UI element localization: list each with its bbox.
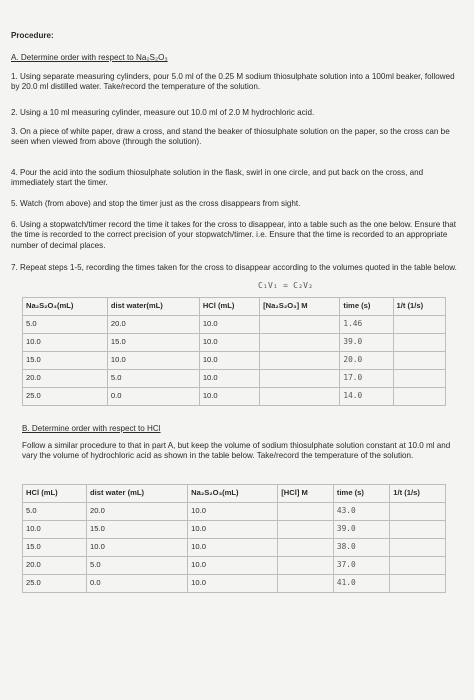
table-header-cell: dist water (mL)	[87, 485, 188, 503]
table-cell: 10.0	[188, 575, 278, 593]
table-header-cell: time (s)	[333, 485, 389, 503]
part-b-heading: B. Determine order with respect to HCl	[22, 424, 161, 433]
handwritten-time-cell: 37.0	[333, 557, 389, 575]
table-header-cell: 1/t (1/s)	[390, 485, 446, 503]
table-cell	[278, 557, 334, 575]
table-cell: 5.0	[23, 503, 87, 521]
part-b-text: Follow a similar procedure to that in part A, but keep the volume of sodium thiosulphate solution constant at 10.0 ml and vary the volume of hydrochloric acid as shown in the table below. Take/record the temperature of the solution.	[22, 441, 451, 461]
handwritten-time-cell: 38.0	[333, 539, 389, 557]
table-cell	[278, 503, 334, 521]
table-cell	[260, 388, 340, 406]
table-cell	[390, 575, 446, 593]
table-cell: 10.0	[188, 503, 278, 521]
table-row	[23, 575, 446, 593]
table-cell	[260, 370, 340, 388]
table-cell	[390, 503, 446, 521]
table-header-cell: time (s)	[340, 298, 393, 316]
table-header-cell: Na₂S₂O₃(mL)	[23, 298, 108, 316]
table-header-cell: [Na₂S₂O₃] M	[260, 298, 340, 316]
table-cell	[393, 352, 445, 370]
part-a-heading: A. Determine order with respect to Na₂S₂O₃	[11, 53, 168, 62]
table-cell: 25.0	[23, 575, 87, 593]
step-5: 5. Watch (from above) and stop the timer just as the cross disappears from sight.	[11, 199, 301, 208]
handwritten-time-cell: 20.0	[340, 352, 393, 370]
table-cell	[260, 316, 340, 334]
handwritten-time-cell: 39.0	[340, 334, 393, 352]
table-header-cell: 1/t (1/s)	[393, 298, 445, 316]
table-row	[23, 503, 446, 521]
table-row	[23, 557, 446, 575]
table-cell: 5.0	[87, 557, 188, 575]
handwritten-time-cell: 43.0	[333, 503, 389, 521]
table-cell: 10.0	[23, 334, 108, 352]
table-header-cell: Na₂S₂O₃(mL)	[188, 485, 278, 503]
table-cell	[278, 575, 334, 593]
table-cell: 5.0	[107, 370, 199, 388]
table-header-cell: HCl (mL)	[199, 298, 259, 316]
table-cell	[393, 334, 445, 352]
table-cell: 10.0	[199, 352, 259, 370]
table-cell: 10.0	[199, 370, 259, 388]
table-cell	[390, 521, 446, 539]
table-cell: 20.0	[23, 370, 108, 388]
table-cell: 0.0	[107, 388, 199, 406]
step-2: 2. Using a 10 ml measuring cylinder, measure out 10.0 ml of 2.0 M hydrochloric acid.	[11, 108, 315, 117]
table-row	[23, 388, 446, 406]
table-part-b	[22, 484, 446, 593]
table-row	[23, 352, 446, 370]
table-row	[23, 316, 446, 334]
step-3: 3. On a piece of white paper, draw a cross, and stand the beaker of thiosulphate solution on the paper, so the cross can be seen when viewed from above (through the solution).	[11, 127, 450, 147]
table-row	[23, 370, 446, 388]
table-cell: 25.0	[23, 388, 108, 406]
table-cell	[260, 352, 340, 370]
table-header-cell: HCl (mL)	[23, 485, 87, 503]
handwritten-time-cell: 41.0	[333, 575, 389, 593]
table-header-cell: dist water(mL)	[107, 298, 199, 316]
table-cell: 20.0	[87, 503, 188, 521]
table-cell: 15.0	[107, 334, 199, 352]
table-cell: 10.0	[188, 557, 278, 575]
table-cell: 15.0	[23, 539, 87, 557]
table-row	[23, 334, 446, 352]
table-cell: 10.0	[188, 521, 278, 539]
table-cell	[278, 539, 334, 557]
table-cell	[393, 370, 445, 388]
table-header-cell: [HCl] M	[278, 485, 334, 503]
handwritten-time-cell: 1.46	[340, 316, 393, 334]
step-6: 6. Using a stopwatch/timer record the time it takes for the cross to disappear, into a table such as the one below. Ensure that the time is recorded to the correct precision of your stopwatch/timer. i.e. Ensure that the time is recorded to an appropriate number of decimal places.	[11, 220, 456, 250]
table-row	[23, 521, 446, 539]
table-cell: 0.0	[87, 575, 188, 593]
table-cell	[390, 557, 446, 575]
table-cell	[278, 521, 334, 539]
table-cell: 10.0	[188, 539, 278, 557]
table-cell: 15.0	[23, 352, 108, 370]
table-cell: 10.0	[199, 334, 259, 352]
handwritten-dilution-formula: C₁V₁ = C₂V₂	[258, 281, 314, 290]
table-cell: 10.0	[199, 388, 259, 406]
table-cell: 10.0	[107, 352, 199, 370]
table-cell	[393, 316, 445, 334]
table-cell: 15.0	[87, 521, 188, 539]
table-cell: 20.0	[107, 316, 199, 334]
step-1: 1. Using separate measuring cylinders, pour 5.0 ml of the 0.25 M sodium thiosulphate solution into a 100ml beaker, followed by 20.0 ml distilled water. Take/record the temperature of the solution.	[11, 72, 455, 92]
handwritten-time-cell: 39.0	[333, 521, 389, 539]
step-7: 7. Repeat steps 1-5, recording the times taken for the cross to disappear according to the volumes quoted in the table below.	[11, 263, 457, 272]
table-cell: 10.0	[199, 316, 259, 334]
handwritten-time-cell: 14.0	[340, 388, 393, 406]
table-cell: 20.0	[23, 557, 87, 575]
table-row	[23, 539, 446, 557]
table-cell	[393, 388, 445, 406]
step-4: 4. Pour the acid into the sodium thiosulphate solution in the flask, swirl in one circle, and put back on the cross, and immediately start the timer.	[11, 168, 424, 188]
table-cell: 10.0	[87, 539, 188, 557]
table-part-a	[22, 297, 446, 406]
table-cell	[260, 334, 340, 352]
handwritten-time-cell: 17.0	[340, 370, 393, 388]
table-header-row	[23, 485, 446, 503]
table-cell: 10.0	[23, 521, 87, 539]
procedure-title: Procedure:	[11, 31, 54, 40]
table-header-row	[23, 298, 446, 316]
table-cell: 5.0	[23, 316, 108, 334]
table-cell	[390, 539, 446, 557]
